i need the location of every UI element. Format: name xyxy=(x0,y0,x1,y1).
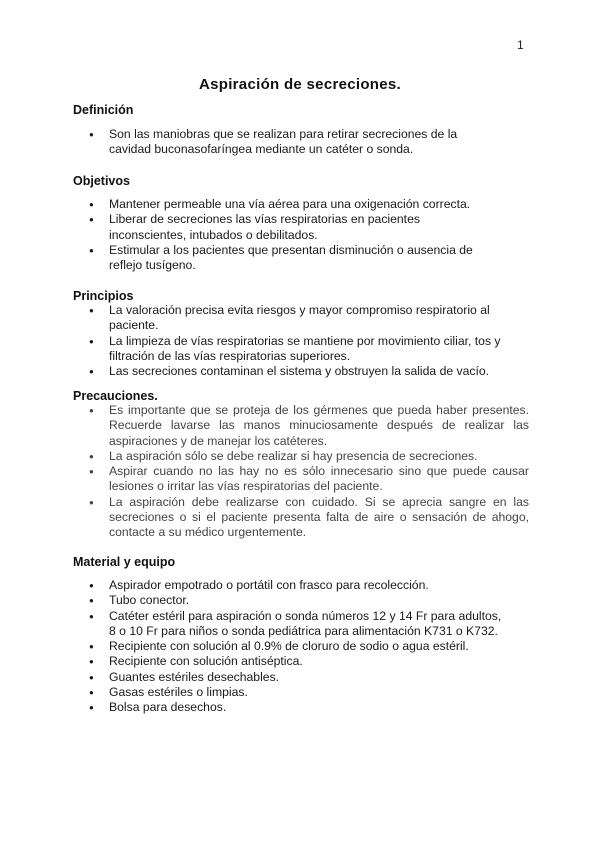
list-item: ● Es importante que se proteja de los gérmenes que pueda haber presentes. Recuerde lavarse las manos minuciosamente después de realizar las aspiraciones y de manejar los catéteres. xyxy=(73,403,529,449)
section-heading: Principios xyxy=(73,289,134,303)
section-heading: Material y equipo xyxy=(73,555,176,569)
section-heading: Objetivos xyxy=(73,174,130,188)
list-item: ● Guantes estériles desechables. xyxy=(73,670,503,685)
list-item: ● La aspiración debe realizarse con cuidado. Si se aprecia sangre en las secreciones o si el paciente presenta falta de aire o sensación de ahogo, contacte a su médico urgentemente. xyxy=(73,495,529,541)
section-heading: Precauciones. xyxy=(73,389,158,403)
list-item: ● Tubo conector. xyxy=(73,593,503,608)
bullet-list xyxy=(73,578,503,716)
section-principios xyxy=(73,289,533,379)
list-item: ● La aspiración sólo se debe realizar si hay presencia de secreciones. xyxy=(73,449,529,464)
bullet-list xyxy=(73,197,493,273)
section-precauciones xyxy=(73,389,533,541)
list-item: ● La valoración precisa evita riesgos y mayor compromiso respiratorio al paciente. xyxy=(73,303,529,334)
list-item: ● Catéter estéril para aspiración o sonda números 12 y 14 Fr para adultos, 8 o 10 Fr para niños o sonda pediátrica para alimentación K731 o K732. xyxy=(73,609,503,640)
bullet-list xyxy=(73,303,529,379)
list-item: ● Recipiente con solución al 0.9% de cloruro de sodio o agua estéril. xyxy=(73,639,503,654)
list-item: ● Recipiente con solución antiséptica. xyxy=(73,654,503,669)
document-title: Aspiración de secreciones. xyxy=(198,76,402,93)
list-item: ● Son las maniobras que se realizan para retirar secreciones de la cavidad buconasofaríngea mediante un catéter o sonda. xyxy=(73,127,488,158)
list-item: ● Aspirador empotrado o portátil con frasco para recolección. xyxy=(73,578,503,593)
list-item: ● Mantener permeable una vía aérea para una oxigenación correcta. xyxy=(73,197,493,212)
page-number: 1 xyxy=(517,38,524,52)
list-item: ● Las secreciones contaminan el sistema y obstruyen la salida de vacío. xyxy=(73,364,529,379)
section-material xyxy=(73,555,533,716)
bullet-list xyxy=(73,403,529,541)
list-item: ● Liberar de secreciones las vías respiratorias en pacientes inconscientes, intubados o debilitados. xyxy=(73,212,493,243)
list-item: ● Bolsa para desechos. xyxy=(73,700,503,715)
list-item: ● Gasas estériles o limpias. xyxy=(73,685,503,700)
list-item: ● La limpieza de vías respiratorias se mantiene por movimiento ciliar, tos y filtración de las vías respiratorias superiores. xyxy=(73,334,529,365)
section-heading: Definición xyxy=(73,103,134,117)
bullet-list xyxy=(73,127,488,158)
section-definicion xyxy=(73,103,533,158)
list-item: ● Estimular a los pacientes que presentan disminución o ausencia de reflejo tusígeno. xyxy=(73,243,493,274)
list-item: ● Aspirar cuando no las hay no es sólo innecesario sino que puede causar lesiones o irritar las vías respiratorias del paciente. xyxy=(73,464,529,495)
section-objetivos xyxy=(73,174,533,273)
